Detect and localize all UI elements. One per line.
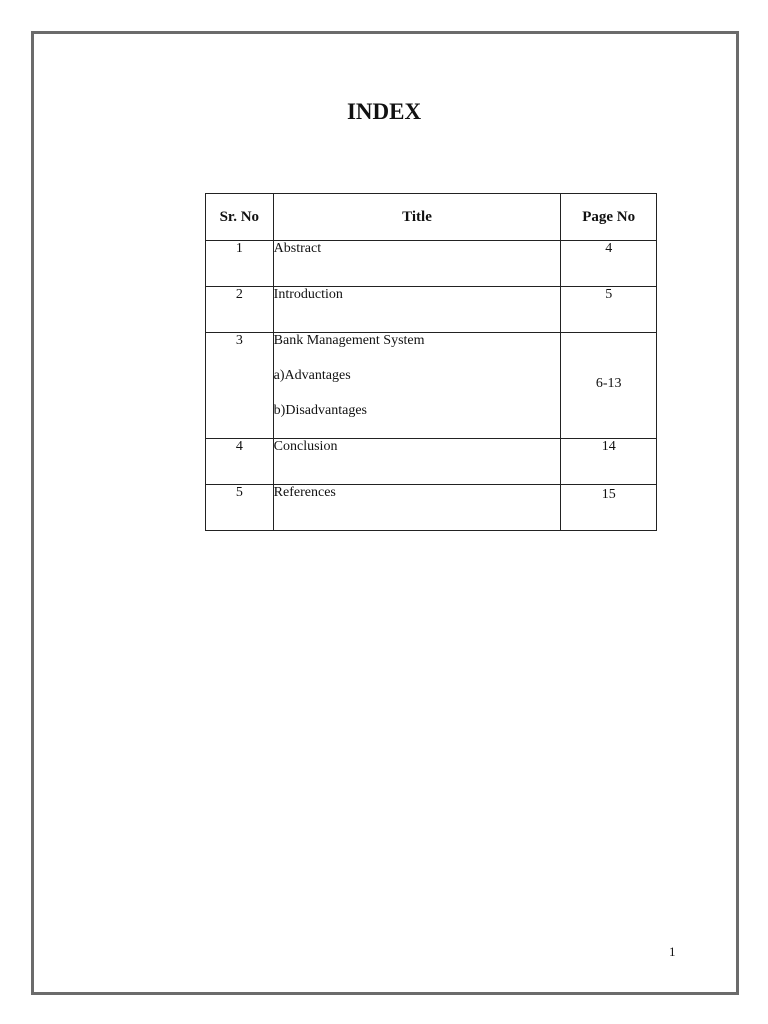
index-table	[205, 193, 657, 531]
sr-no-cell: 5	[206, 485, 274, 531]
page-number: 1	[669, 944, 676, 959]
title-line: Introduction	[273, 287, 343, 302]
sr-no-cell: 4	[206, 439, 274, 485]
page-no-cell: 14	[561, 439, 657, 485]
sr-no-cell: 1	[206, 241, 274, 287]
title-subline-disadvantages: b)Disadvantages	[273, 403, 367, 418]
header-sr-no: Sr. No	[206, 194, 274, 241]
header-page-no: Page No	[561, 194, 657, 241]
table-row	[206, 241, 657, 287]
title-cell	[273, 287, 561, 333]
page-no-cell: 5	[561, 287, 657, 333]
title-line: References	[273, 485, 336, 500]
sr-no-cell: 2	[206, 287, 274, 333]
table-row	[206, 439, 657, 485]
sr-no-cell: 3	[206, 333, 274, 439]
title-cell	[273, 333, 561, 439]
page-no-cell: 4	[561, 241, 657, 287]
page-no-cell: 15	[561, 485, 657, 531]
table-row	[206, 287, 657, 333]
title-line: Abstract	[273, 241, 322, 256]
table-row	[206, 333, 657, 439]
table-header-row	[206, 194, 657, 241]
title-line: Bank Management System	[273, 333, 425, 348]
header-title: Title	[273, 194, 561, 241]
title-line: Conclusion	[273, 439, 338, 454]
page-title: INDEX	[346, 99, 422, 124]
title-cell	[273, 241, 561, 287]
title-subline-advantages: a)Advantages	[273, 368, 351, 383]
page-no-cell: 6-13	[561, 333, 657, 439]
table-row	[206, 485, 657, 531]
title-cell	[273, 439, 561, 485]
title-cell	[273, 485, 561, 531]
